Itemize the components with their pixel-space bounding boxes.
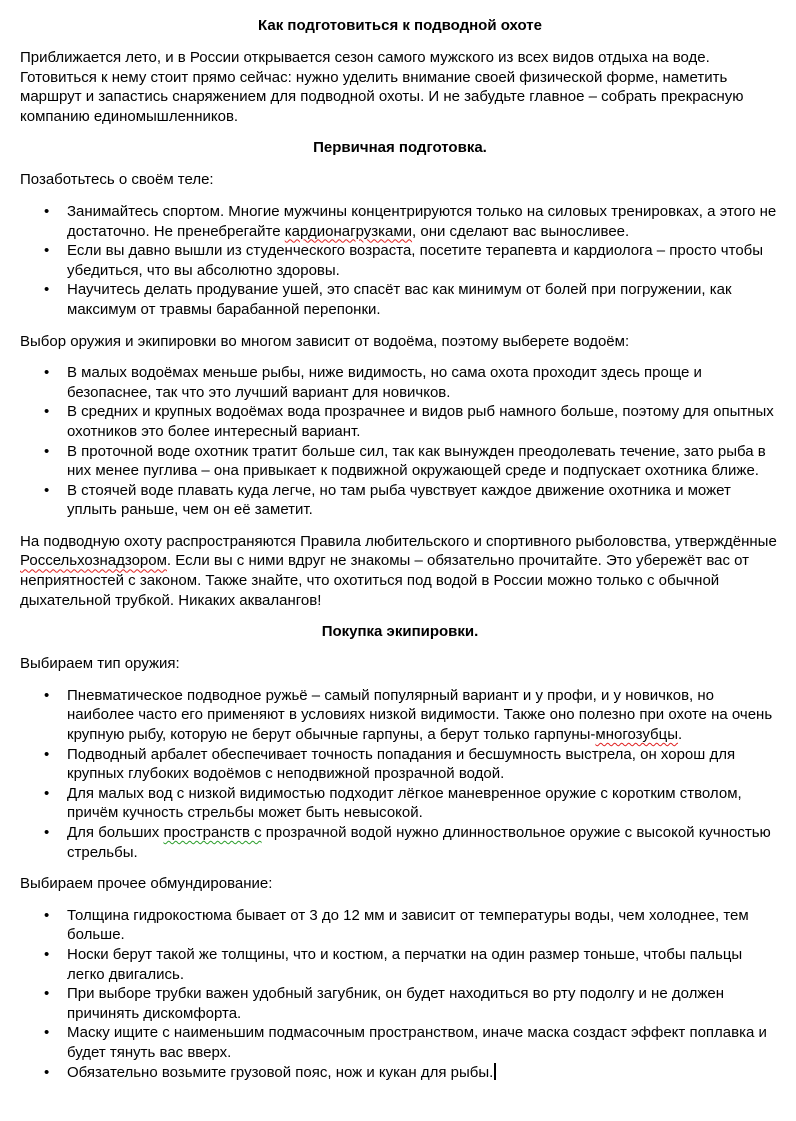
list-item: • Для малых вод с низкой видимостью подходит лёгкое маневренное оружие с коротким стволом, причём кучность стрельбы может быть невысокой. — [67, 784, 780, 823]
list-item: • В стоячей воде плавать куда легче, но там рыба чувствует каждое движение охотника и может уплыть раньше, чем он её заметит. — [67, 481, 780, 520]
list-item: • Научитесь делать продувание ушей, это спасёт вас как минимум от болей при погружении, как максимум от травмы барабанной перепонки. — [67, 280, 780, 319]
text-cursor — [494, 1063, 496, 1080]
grammar-check-phrase[interactable]: пространств с — [163, 824, 262, 841]
gear-lead-paragraph: Выбираем прочее обмундирование: — [20, 875, 273, 893]
list-item: • Подводный арбалет обеспечивает точность попадания и бесшумность выстрела, он хорош для крупных глубоких водоёмов с неподвижной прозрачной водой. — [67, 745, 780, 784]
spellcheck-word[interactable]: кардионагрузками — [284, 222, 413, 240]
intro-paragraph: Приближается лето, и в России открывается сезон самого мужского из всех видов отдыха на воде. Готовиться к нему стоит прямо сейчас: нужно уделить внимание своей физической форме, наметить маршрут и запастись снаряжением для подводной охоты. И не забудьте главное – собрать прекрасную компанию единомышленников. — [20, 49, 744, 125]
spellcheck-word[interactable]: многозубцы — [595, 726, 679, 744]
list-item: • Пневматическое подводное ружьё – самый популярный вариант и у профи, и у новичков, но наиболее часто его применяют в условиях низкой видимости. Также оно полезно при охоте на очень крупную рыбу, которую не берут обычные гарпуны, а берут только гарпуны-многозубцы. — [67, 686, 780, 745]
list-item: • Толщина гидрокостюма бывает от 3 до 12 мм и зависит от температуры воды, чем холоднее, тем больше. — [67, 906, 780, 945]
bullet-list-weapons — [20, 686, 780, 862]
list-item: • Для больших пространств с прозрачной водой нужно длинноствольное оружие с высокой кучностью стрельбы. — [67, 823, 780, 862]
document-page — [20, 16, 780, 1094]
waterbody-lead-paragraph: Выбор оружия и экипировки во многом зависит от водоёма, поэтому выберете водоём: — [20, 332, 630, 350]
body-lead-paragraph: Позаботьтесь о своём теле: — [20, 171, 214, 189]
section-heading-preparation: Первичная подготовка. — [313, 139, 487, 157]
bullet-list-body-care — [20, 202, 780, 320]
list-item: • Занимайтесь спортом. Многие мужчины концентрируются только на силовых тренировках, а этого не достаточно. Не пренебрегайте кардионагрузками, они сделают вас выносливее. — [67, 202, 780, 241]
bullet-list-gear — [20, 906, 780, 1082]
document-title: Как подготовиться к подводной охоте — [258, 17, 542, 34]
weapon-lead-paragraph: Выбираем тип оружия: — [20, 655, 180, 673]
bullet-list-waterbody — [20, 363, 780, 520]
list-item: • Если вы давно вышли из студенческого возраста, посетите терапевта и кардиолога – просто чтобы убедиться, что вы абсолютно здоровы. — [67, 241, 780, 280]
section-heading-equipment: Покупка экипировки. — [321, 623, 479, 641]
list-item: • Маску ищите с наименьшим подмасочным пространством, иначе маска создаст эффект поплавка и будет тянуть вас вверх. — [67, 1023, 780, 1062]
rules-paragraph: На подводную охоту распространяются Правила любительского и спортивного рыболовства, утверждённые Россельхознадзором. Если вы с ними вдруг не знакомы – обязательно прочитайте. Это убережёт вас от неприятностей с законом. Также знайте, что охотиться под водой в России можно только с обычной дыхательной трубкой. Никаких аквалангов! — [20, 532, 777, 609]
list-item: • В средних и крупных водоёмах вода прозрачнее и видов рыб намного больше, поэтому для опытных охотников это более интересный вариант. — [67, 402, 780, 441]
list-item: • В проточной воде охотник тратит больше сил, так как вынужден преодолевать течение, зато рыба в них менее пуглива – она привыкает к подвижной окружающей среде и подпускает охотника ближе. — [67, 442, 780, 481]
list-item: • Носки берут такой же толщины, что и костюм, а перчатки на один размер тоньше, чтобы пальцы легко двигались. — [67, 945, 780, 984]
spellcheck-word[interactable]: Россельхознадзором — [20, 552, 167, 570]
list-item: • В малых водоёмах меньше рыбы, ниже видимость, но сама охота проходит здесь проще и безопаснее, так что это лучший вариант для новичков. — [67, 363, 780, 402]
list-item: • При выборе трубки важен удобный загубник, он будет находиться во рту подолгу и не должен причинять дискомфорта. — [67, 984, 780, 1023]
list-item: • Обязательно возьмите грузовой пояс, нож и кукан для рыбы. — [67, 1063, 780, 1083]
